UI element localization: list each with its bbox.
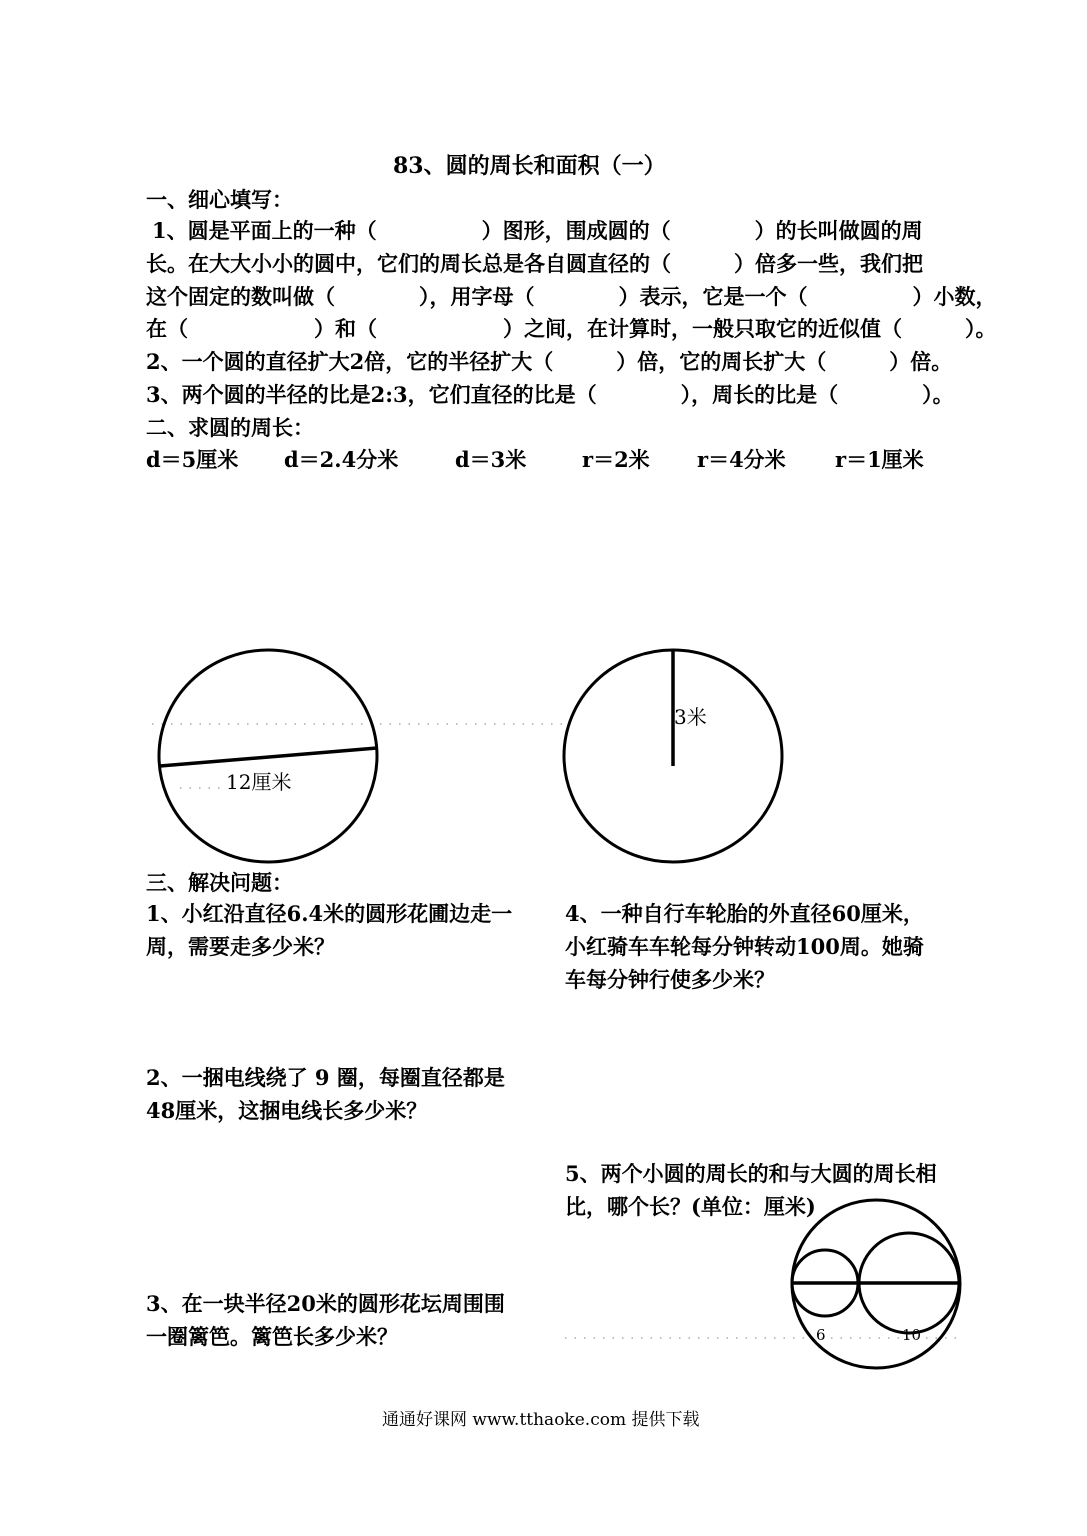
section2-heading: 二、求圆的周长： <box>146 415 314 440</box>
fill-line-1: 1、圆是平面上的一种（ ）图形，围成圆的（ ）的长叫做圆的周 <box>152 218 923 243</box>
small-circle-label: 6 <box>816 1326 826 1344</box>
q2-line-2: 48厘米，这捆电线长多少米？ <box>146 1098 428 1123</box>
circumference-item-1: d＝5厘米 <box>146 447 239 472</box>
q3-line-2: 一圈篱笆。篱笆长多少米？ <box>146 1324 398 1349</box>
footer-text: 通通好课网 www.tthaoke.com 提供下载 <box>382 1410 700 1430</box>
circumference-item-6: r＝1厘米 <box>835 447 924 472</box>
q2-line-1: 2、一捆电线绕了 9 圈，每圈直径都是 <box>146 1065 505 1090</box>
q4-line-1: 4、一种自行车轮胎的外直径60厘米， <box>565 901 924 926</box>
q5-line-2: 比，哪个长？(单位：厘米) <box>565 1194 816 1219</box>
circumference-item-3: d＝3米 <box>455 447 527 472</box>
q3-line-1: 3、在一块半径20米的圆形花坛周围围 <box>146 1291 505 1316</box>
fill-line-2: 长。在大大小小的圆中，它们的周长总是各自圆直径的（ ）倍多一些，我们把 <box>146 251 923 276</box>
dotted-guides <box>152 724 960 1338</box>
medium-circle-label: 10 <box>902 1326 922 1344</box>
fill-line-4: 在（ ）和（ ）之间，在计算时，一般只取它的近似值（ ）。 <box>146 316 997 341</box>
q1-line-1: 1、小红沿直径6.4米的圆形花圃边走一 <box>146 901 513 926</box>
q4-line-3: 车每分钟行使多少米？ <box>565 967 775 992</box>
circle-figure-diameter <box>159 650 377 862</box>
q4-line-2: 小红骑车车轮每分钟转动100周。她骑 <box>565 934 924 959</box>
radius-label: 3米 <box>674 705 707 729</box>
q1-line-2: 周，需要走多少米？ <box>146 934 335 959</box>
fill-line-3: 这个固定的数叫做（ ），用字母（ ）表示，它是一个（ ）小数， <box>146 284 997 309</box>
circumference-item-2: d＝2.4分米 <box>284 447 399 472</box>
fill-line-5: 2、一个圆的直径扩大2倍，它的半径扩大（ ）倍，它的周长扩大（ ）倍。 <box>146 349 953 374</box>
page-title: 83、圆的周长和面积（一） <box>393 153 666 179</box>
diameter-label: 12厘米 <box>226 770 292 794</box>
q5-line-1: 5、两个小圆的周长的和与大圆的周长相 <box>565 1161 937 1186</box>
circumference-item-4: r＝2米 <box>582 447 650 472</box>
circumference-item-5: r＝4分米 <box>697 447 786 472</box>
fill-line-6: 3、两个圆的半径的比是2:3，它们直径的比是（ ），周长的比是（ ）。 <box>146 382 954 407</box>
section3-heading: 三、解决问题： <box>146 870 293 895</box>
circle-figure-radius <box>564 650 782 862</box>
section1-heading: 一、细心填写： <box>146 187 293 212</box>
